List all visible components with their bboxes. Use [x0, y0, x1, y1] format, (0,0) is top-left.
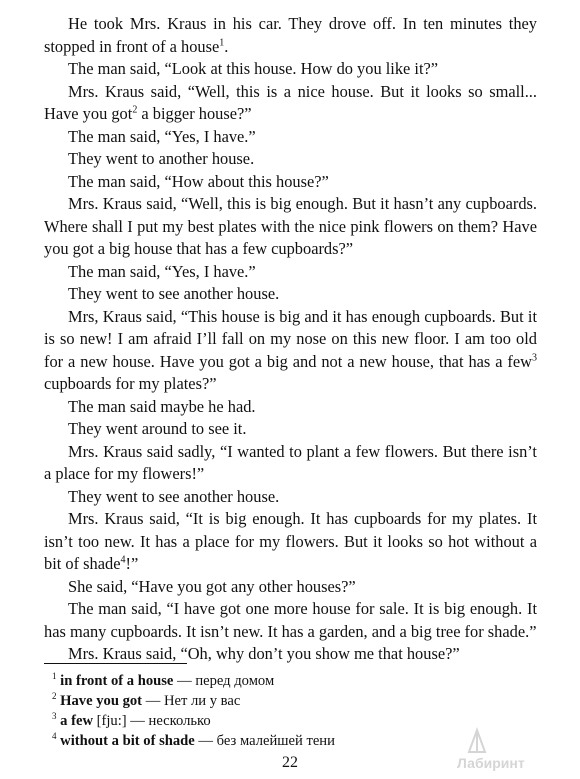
paragraph: Mrs. Kraus said, “It is big enough. It has cupboards for my plates. It isn’t too new. It has a place for my flowers. But it looks so hot without a bit of shade$^4$!”: [44, 509, 537, 573]
paragraph: They went to another house.: [68, 149, 255, 168]
footnote-term: a few: [60, 713, 93, 729]
paragraph: They went to see another house.: [68, 284, 280, 303]
paragraph: The man said, “Look at this house. How do you like it?”: [68, 59, 439, 78]
paragraph: Mrs. Kraus said, “Oh, why don’t you show me that house?”: [68, 644, 460, 663]
footnote: $^2$ Have you got — Нет ли у вас: [52, 691, 241, 709]
footnote: $^1$ in front of a house — перед домом: [52, 671, 275, 689]
footnote: $^3$ a few [fju:] — несколько: [52, 711, 211, 729]
footnote-divider: [44, 663, 187, 664]
paragraph: They went to see another house.: [68, 486, 280, 506]
paragraph: They went around to see it.: [68, 419, 247, 438]
paragraph: The man said, “How about this house?”: [68, 171, 329, 191]
paragraph: The man said maybe he had.: [68, 396, 256, 416]
paragraph: Mrs, Kraus said, “This house is big and it has enough cupboards. But it is so new! I am afraid I’ll fall on my nose on this new floor. I am too old for a new house. Have you got a big and not a new house, that has a few$^3$ cupboards for my plates?”: [44, 306, 537, 393]
paragraph: She said, “Have you got any other houses?”: [68, 576, 356, 596]
paragraph: The man said, “Yes, I have.”: [68, 126, 256, 146]
footnote: $^4$ without a bit of shade — без малейшей тени: [52, 731, 335, 749]
paragraph: The man said, “I have got one more house for sale. It is big enough. It has many cupboards. It isn’t new. It has a garden, and a big tree for shade.”: [44, 599, 537, 641]
footnote-term: in front of a house: [60, 673, 174, 689]
footnote-ref: 1: [219, 37, 225, 49]
footnote-ref: 3: [532, 352, 537, 364]
paragraph: He took Mrs. Kraus in his car. They drove off. In ten minutes they stopped in front of a house$^1$.: [44, 14, 537, 56]
footnote-ref: 4: [120, 554, 126, 566]
paragraph: Mrs. Kraus said, “Well, this is a nice house. But it looks so small... Have you got$^2$ a bigger house?”: [44, 81, 537, 123]
footnotes: [52, 671, 522, 751]
watermark-text: Лабиринт: [457, 755, 525, 771]
footnote-term: without a bit of shade: [60, 733, 195, 749]
paragraph: Mrs. Kraus said, “Well, this is big enough. But it hasn’t any cupboards. Where shall I put my best plates with the nice pink flowers on them? Have you got a big house that has a few cupboards?”: [44, 194, 537, 258]
footnote-term: Have you got: [60, 693, 143, 709]
page-number: 22: [282, 754, 298, 771]
story-text: [44, 13, 537, 666]
paragraph: Mrs. Kraus said sadly, “I wanted to plant a few flowers. But there isn’t a place for my flowers!”: [44, 441, 537, 483]
paragraph: The man said, “Yes, I have.”: [68, 261, 256, 281]
footnote-ref: 2: [132, 104, 138, 116]
